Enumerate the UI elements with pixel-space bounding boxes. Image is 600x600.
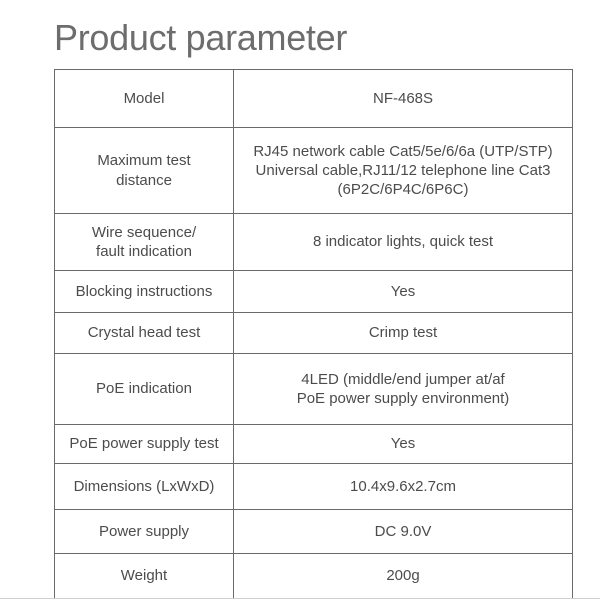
table-row-poe-indication bbox=[55, 354, 573, 425]
row-label: Crystal head test bbox=[55, 313, 234, 354]
row-value: NF-468S bbox=[234, 70, 573, 128]
row-value: Yes bbox=[234, 271, 573, 313]
row-value: 200g bbox=[234, 554, 573, 599]
row-label: Dimensions (LxWxD) bbox=[55, 464, 234, 510]
table-row-maximum-test-distance bbox=[55, 128, 573, 214]
row-value: DC 9.0V bbox=[234, 510, 573, 554]
table-row-poe-power-supply-test bbox=[55, 425, 573, 464]
table-row-wire-sequence bbox=[55, 214, 573, 271]
table-row-power-supply bbox=[55, 510, 573, 554]
row-label: Power supply bbox=[55, 510, 234, 554]
row-value: RJ45 network cable Cat5/5e/6/6a (UTP/STP) Universal cable,RJ11/12 telephone line Cat3 (6P2C/6P4C/6P6C) bbox=[234, 128, 573, 214]
row-value: Crimp test bbox=[234, 313, 573, 354]
bottom-divider bbox=[0, 598, 600, 599]
row-label: PoE indication bbox=[55, 354, 234, 425]
page-title: Product parameter bbox=[54, 17, 348, 58]
table-row-crystal-head-test bbox=[55, 313, 573, 354]
row-label: Wire sequence/ fault indication bbox=[55, 214, 234, 271]
row-value: 8 indicator lights, quick test bbox=[234, 214, 573, 271]
row-value: Yes bbox=[234, 425, 573, 464]
row-label: Maximum test distance bbox=[55, 128, 234, 214]
table-row-dimensions bbox=[55, 464, 573, 510]
row-label: Blocking instructions bbox=[55, 271, 234, 313]
row-label: Weight bbox=[55, 554, 234, 599]
table-row-blocking-instructions bbox=[55, 271, 573, 313]
table-row-model bbox=[55, 70, 573, 128]
row-label: Model bbox=[55, 70, 234, 128]
row-value: 4LED (middle/end jumper at/af PoE power supply environment) bbox=[234, 354, 573, 425]
spec-table bbox=[54, 69, 573, 599]
row-value: 10.4x9.6x2.7cm bbox=[234, 464, 573, 510]
row-label: PoE power supply test bbox=[55, 425, 234, 464]
table-row-weight bbox=[55, 554, 573, 599]
